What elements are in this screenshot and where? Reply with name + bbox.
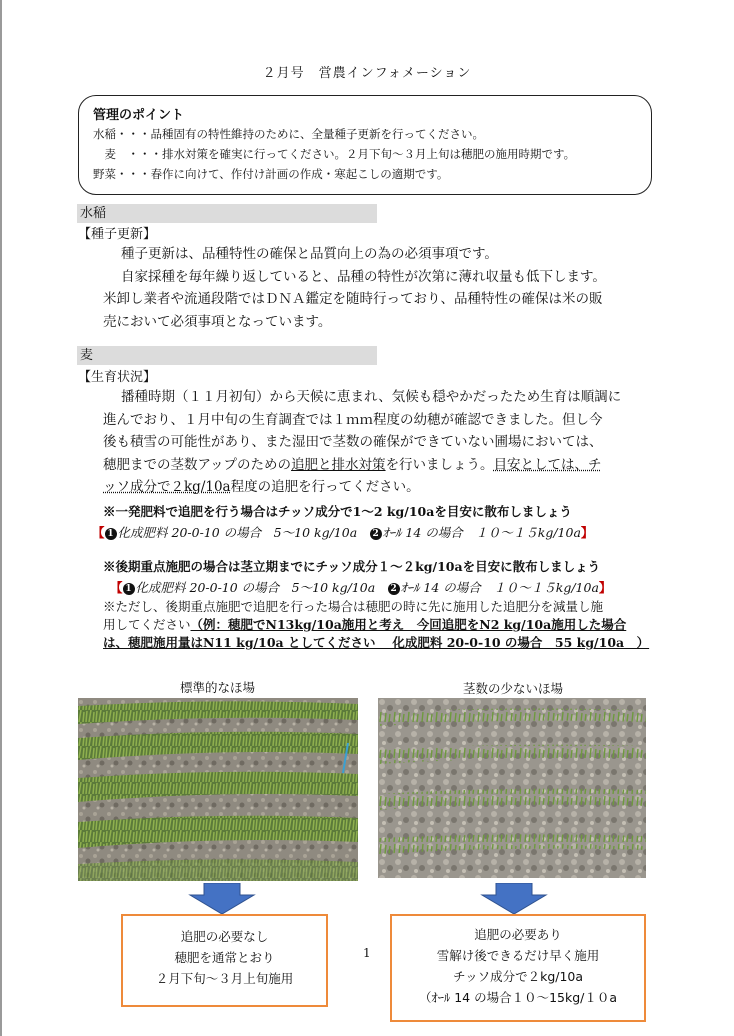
callout-right-line-4: （ｵｰﾙ 14 の場合１０～15kg/１０a [418,990,618,1005]
circled-number-1: 1 [105,528,117,540]
photo-standard-field [78,698,358,881]
wheat-line-1: 播種時期（１１月初旬）から天候に恵まれ、気候も穏やかだったため生育は順調に [121,389,622,405]
section-heading-rice: 水稲 [77,204,377,223]
guideline-start: 目安としては、チ [493,456,602,473]
callout-right-line-2: 雪解け後できるだけ早く施用 [436,948,600,963]
rate-compound-fertilizer: 化成肥料 20-0-10 の場合 5～10 kg/10a [135,580,388,595]
however-line-3 [103,634,659,652]
rate-all14: ｵｰﾙ 14 の場合 １０～１５kg/10a [382,525,581,540]
note-late-focus-rates [110,578,611,596]
callout-right-line-3: チッソ成分で２kg/10a [452,969,584,984]
management-points-box [78,95,652,195]
however-line-2 [103,616,659,634]
wheat-line-4 [103,454,659,477]
wheat-line-4c: を行いましょう。 [385,456,494,473]
wheat-line-4a: 穂肥までの茎数アップのための [103,456,292,473]
callout-topdress-needed [390,914,646,1022]
down-arrow-right-icon [480,883,548,915]
note-one-shot-fertilizer: ※一発肥料で追肥を行う場合はチッソ成分で1～2 kg/10aを目安に散布しましょう [103,504,572,519]
point-vegetables: 野菜・・・春作に向けて、作付け計画の作成・寒起こしの適期です。 [93,167,449,181]
callout-left-line-3: ２月下旬～３月上旬施用 [155,971,294,986]
wheat-line-5 [103,476,659,499]
callout-right-line-1: 追肥の必要あり [474,927,562,942]
subheading-seed-renewal: 【種子更新】 [78,227,157,242]
point-wheat: 麦 ・・・排水対策を確実に行ってください。２月下旬～３月上旬は穂肥の施用時期です。 [93,147,576,161]
rice-line-2: 自家採種を毎年繰り返していると、品種の特性が次第に薄れ収量も低下します。 [121,268,606,285]
bracket-close: 】 [580,525,594,540]
circled-number-2: 2 [388,583,400,595]
however-line-1: ※ただし、後期重点施肥で追肥を行った場合は穂肥の時に先に施用した追肥分を減量し施 [103,599,604,614]
circled-number-1: 1 [123,583,135,595]
note-however [103,598,659,652]
bracket-open: 【 [92,525,105,540]
photo-label-standard-field: 標準的なほ場 [180,680,256,695]
page-number: 1 [363,946,371,960]
rate-compound-fertilizer: 化成肥料 20-0-10 の場合 5～10 kg/10a [117,525,370,540]
note-late-focus-fertilizer: ※後期重点施肥の場合は茎立期までにチッソ成分１～２kg/10aを目安に散布しましょう [103,559,601,574]
emphasis-topdress-drainage: 追肥と排水対策 [291,456,386,473]
wheat-line-5b: 程度の追肥を行ってください。 [230,479,420,495]
rice-line-3: 米卸し業者や流通段階ではＤＮＡ鑑定を随時行っており、品種特性の確保は米の販 [103,291,603,307]
photo-low-tiller-field [378,698,646,878]
bracket-close: 】 [598,580,612,595]
wheat-line-2: 進んでおり、１月中旬の生育調査では１ｍｍ程度の幼穂が確認できました。但し今 [103,411,603,428]
rice-line-4: 売において必須事項となっています。 [103,313,332,330]
circled-number-2: 2 [370,528,382,540]
rice-line-1: 種子更新は、品種特性の確保と品質向上の為の必須事項です。 [121,246,498,262]
note-one-shot-rates [92,523,593,541]
guideline-amount: ッソ成分で２kg/10a [103,479,231,495]
bracket-open: 【 [110,580,123,595]
photo-label-low-tiller-field: 茎数の少ないほ場 [463,681,564,696]
however-example: （例：穂肥でN13kg/10a施用と考え 今回追肥をN2 kg/10a施用した場合 [190,617,627,632]
wheat-paragraph [103,386,659,499]
however-example-cont: は、穂肥施用量はN11 kg/10a としてください 化成肥料 20-0-10 の場合 55 kg/10a ） [103,635,650,650]
wheat-line-3: 後も積雪の可能性があり、また湿田で茎数の確保ができていない圃場においては、 [103,434,603,450]
rate-all14: ｵｰﾙ 14 の場合 １０～１５kg/10a [400,580,599,595]
subheading-growth-status: 【生育状況】 [78,370,157,385]
page-title: ２月号 営農インフォメーション [262,66,472,81]
rice-paragraph [103,243,659,333]
however-line-2a: 用してください [103,617,191,632]
section-heading-wheat: 麦 [77,346,377,365]
down-arrow-left-icon [188,883,256,915]
callout-no-topdress [121,914,328,1007]
page-edge [0,0,2,1036]
point-rice: 水稲・・・品種固有の特性維持のために、全量種子更新を行ってください。 [93,127,484,141]
management-points-heading: 管理のポイント [93,108,185,123]
callout-left-line-2: 穂肥を通常とおり [174,950,275,965]
callout-left-line-1: 追肥の必要なし [180,929,269,944]
